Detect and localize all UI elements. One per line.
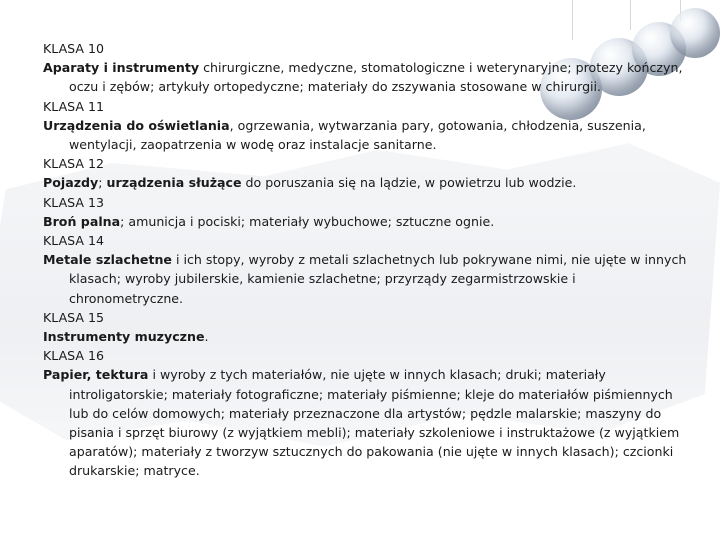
class-key-term: Broń palna [43, 213, 121, 229]
class-text: chirurgiczne, medyczne, stomatologiczne i weterynaryjne; protezy kończyn, oczu i zębów; artykuły ortopedyczne; materiały do zszywania stosowane w chirurgii. [69, 60, 683, 95]
class-key-term: Instrumenty muzyczne [43, 329, 205, 345]
class-description [43, 327, 693, 346]
class-description [43, 58, 693, 96]
class-key-term: Urządzenia do oświetlania [43, 117, 230, 133]
class-description [43, 212, 693, 231]
class-text: ; [98, 175, 107, 191]
class-text: . [204, 329, 209, 345]
class-text: i ich stopy, wyroby z metali szlachetnych lub pokrywane nimi, nie ujęte w innych klasach; wyroby jubilerskie, kamienie szlachetne; przyrządy zegarmistrzowskie i chronometryczne. [69, 252, 687, 306]
class-key-term: Papier, tektura [43, 367, 149, 383]
class-heading: KLASA 16 [43, 348, 105, 364]
class-description [43, 173, 693, 192]
class-key-term: Aparaty i instrumenty [43, 60, 200, 76]
class-description [43, 116, 693, 154]
class-description [43, 250, 693, 308]
class-heading: KLASA 12 [43, 156, 105, 172]
class-heading: KLASA 14 [43, 233, 105, 249]
class-text: do poruszania się na lądzie, w powietrzu lub wodzie. [241, 175, 577, 191]
cradle-string [630, 0, 631, 30]
class-key-term: Pojazdy [43, 175, 99, 191]
class-text: , ogrzewania, wytwarzania pary, gotowania, chłodzenia, suszenia, wentylacji, zaopatrzenia w wodę oraz instalacje sanitarne. [69, 117, 646, 153]
class-description [43, 365, 693, 480]
class-heading: KLASA 11 [43, 98, 105, 114]
cradle-string [572, 0, 573, 40]
class-heading: KLASA 15 [43, 309, 105, 325]
class-key-term: Metale szlachetne [43, 252, 172, 268]
class-text: i wyroby z tych materiałów, nie ujęte w innych klasach; druki; materiały introligatorskie; materiały fotograficzne; materiały piśmienne; kleje do materiałów piśmiennych lub do celów domowych; materiały przeznaczone dla artystów; pędzle malarskie; maszyny do pisania i sprzęt biurowy (z wyjątkiem mebli); materiały szkoleniowe i instruktażowe (z wyjątkiem aparatów); materiały z tworzyw sztucznych do pakowania (nie ujęte w innych klasach); czcionki drukarskie; matryce. [69, 367, 680, 479]
class-heading: KLASA 10 [43, 41, 105, 56]
slide-content [43, 39, 693, 481]
class-key-term: urządzenia służące [106, 175, 242, 191]
class-text: ; amunicja i pociski; materiały wybuchowe; sztuczne ognie. [120, 213, 495, 229]
class-heading: KLASA 13 [43, 194, 105, 210]
